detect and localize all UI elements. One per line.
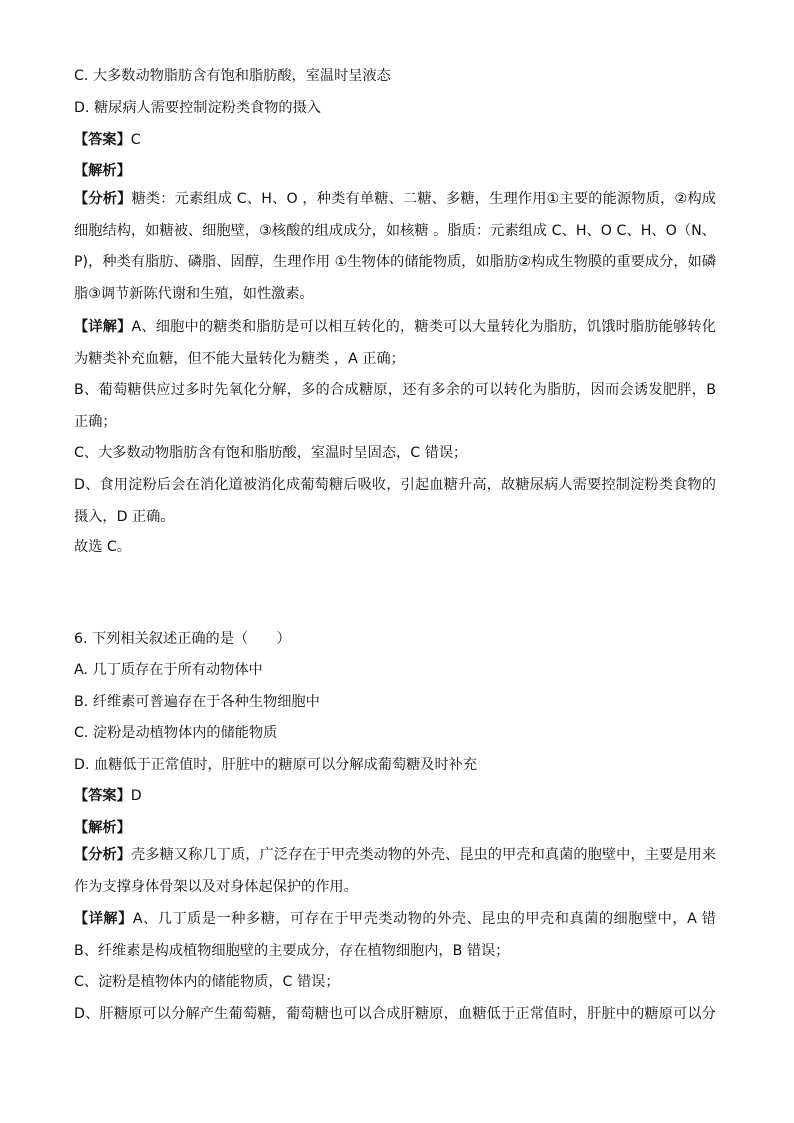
q6-answer-line [74, 786, 724, 806]
q5-option-c: C. 大多数动物脂肪含有饱和脂肪酸，室温时呈液态 [74, 68, 391, 84]
fenxi-tag: 【分析】 [74, 847, 132, 863]
q5-xiangjie-c: C、大多数动物脂肪含有饱和脂肪酸，室温时呈固态，C 错误； [74, 445, 468, 461]
q5-answer-line [74, 130, 724, 150]
q6-xiangjie-c: C、淀粉是植物体内的储能物质，C 错误； [74, 974, 340, 990]
xiangjie-a-text: A、细胞中的糖类和脂肪是可以相互转化的，糖类可以大量转化为脂肪，饥饿时脂肪能够转化为糖类补充血糖，但不能大量转化为糖类 ，A 正确； [74, 319, 716, 367]
q5-xiangjie-d: D、食用淀粉后会在消化道被消化成葡萄糖后吸收，引起血糖升高，故糖尿病人需要控制淀粉类食物的摄入，D 正确。 [74, 477, 716, 525]
q6-option-a: A. 几丁质存在于所有动物体中 [74, 662, 263, 678]
fenxi-tag: 【分析】 [74, 191, 132, 207]
q6-analysis-tag: 【解析】 [74, 820, 131, 836]
q6-option-d: D. 血糖低于正常值时，肝脏中的糖原可以分解成葡萄糖及时补充 [74, 757, 478, 773]
answer-tag: 【答案】 [74, 788, 131, 804]
q5-option-d: D. 糖尿病人需要控制淀粉类食物的摄入 [74, 100, 321, 116]
q6-fenxi-paragraph [74, 840, 716, 904]
xiangjie-tag: 【详解】 [74, 319, 132, 335]
q6-xiangjie-a [74, 904, 716, 936]
fenxi-text: 壳多糖又称几丁质，广泛存在于甲壳类动物的外壳、昆虫的甲壳和真菌的胞壁中，主要是用来作为支撑身体骨架以及对身体起保护的作用。 [74, 847, 716, 895]
q5-fenxi-paragraph [74, 184, 716, 312]
xiangjie-tag: 【详解】 [74, 911, 133, 927]
q5-xiangjie-a [74, 312, 716, 376]
xiangjie-a-text: A、几丁质是一种多糖，可存在于甲壳类动物的外壳、昆虫的甲壳和真菌的细胞壁中，A 错 [132, 911, 716, 927]
q6-option-c: C. 淀粉是动植物体内的储能物质 [74, 725, 278, 741]
answer-value: C [130, 132, 141, 148]
q6-question: 6. 下列相关叙述正确的是（ ） [74, 631, 291, 647]
q5-xiangjie-b: B、葡萄糖供应过多时先氧化分解，多的合成糖原，还有多余的可以转化为脂肪，因而会诱发肥胖，B 正确； [74, 382, 716, 430]
q6-xiangjie-d: D、肝糖原可以分解产生葡萄糖，葡萄糖也可以合成肝糖原，血糖低于正常值时，肝脏中的糖原可以分 [74, 1006, 716, 1022]
q5-conclusion: 故选 C。 [74, 539, 131, 555]
q6-option-b: B. 纤维素可普遍存在于各种生物细胞中 [74, 694, 320, 710]
answer-value: D [130, 788, 142, 804]
fenxi-text: 糖类：元素组成 C、H、O ，种类有单糖、二糖、多糖，生理作用①主要的能源物质，②构成细胞结构，如糖被、细胞壁，③核酸的组成成分，如核糖 。脂质：元素组成 C、H、O C、H、O（N、P)，种类有脂肪、磷脂、固醇，生理作用 ①生物体的储能物质，如脂肪②构成生物膜的重要成分，如磷脂③调节新陈代谢和生殖，如性激素。 [74, 191, 716, 302]
q6-xiangjie-b: B、纤维素是构成植物细胞壁的主要成分，存在植物细胞内，B 错误； [74, 943, 510, 959]
answer-tag: 【答案】 [74, 132, 131, 148]
q5-analysis-tag: 【解析】 [74, 163, 131, 179]
